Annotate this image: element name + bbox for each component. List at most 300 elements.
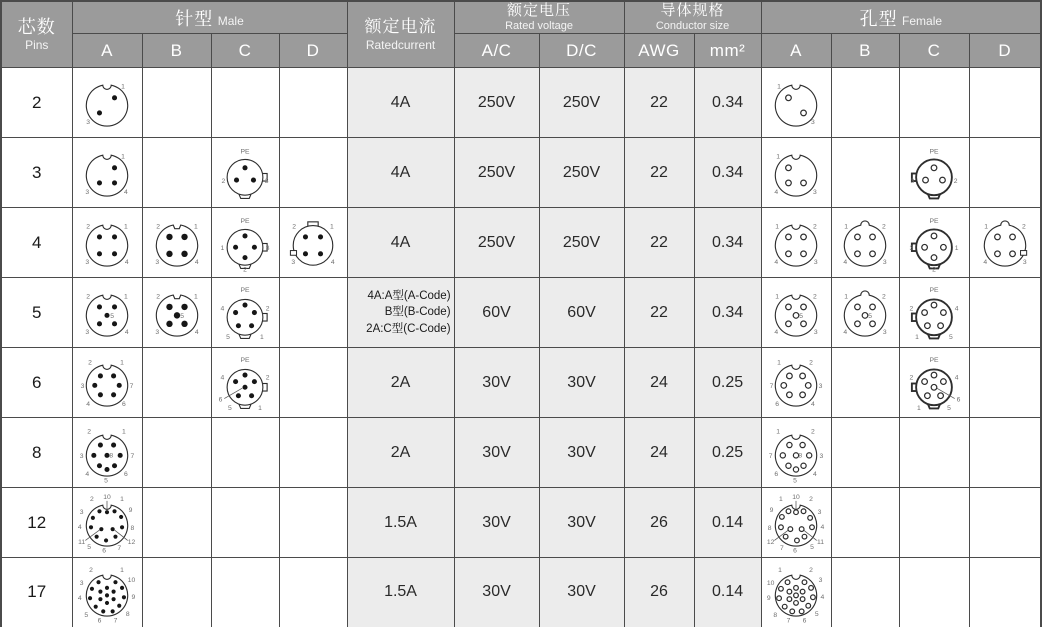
conductor-size-header: [624, 1, 761, 34]
male-col-d-header: D: [279, 34, 347, 68]
svg-text:3: 3: [85, 189, 90, 197]
svg-text:3: 3: [85, 259, 90, 267]
svg-text:3: 3: [264, 178, 269, 186]
connector-diagram-m5c: [213, 282, 277, 345]
svg-text:5: 5: [110, 313, 115, 321]
svg-text:9: 9: [769, 507, 774, 515]
female-a-cell: [761, 138, 831, 208]
svg-text:2: 2: [89, 566, 93, 574]
svg-text:4: 4: [774, 189, 779, 197]
svg-text:3: 3: [811, 119, 815, 127]
svg-text:1: 1: [120, 496, 124, 504]
svg-text:2: 2: [265, 374, 270, 382]
female-a-cell: [761, 68, 831, 138]
rated-current-cell: 4A: [347, 138, 454, 208]
svg-text:1: 1: [915, 334, 919, 342]
svg-text:1: 1: [776, 428, 781, 436]
svg-text:7: 7: [768, 453, 773, 461]
female-col-a-header: A: [761, 34, 831, 68]
svg-text:3: 3: [154, 329, 159, 337]
voltage-ac-header: A/C: [454, 34, 539, 68]
rated-current-cell: 4A: [347, 208, 454, 278]
svg-text:2: 2: [155, 293, 160, 301]
voltage-dc-cell: 30V: [539, 418, 624, 488]
svg-text:PE: PE: [240, 148, 250, 156]
voltage-ac-cell: 250V: [454, 208, 539, 278]
connector-diagram-m2a: [75, 72, 139, 135]
female-d-cell: [969, 138, 1041, 208]
svg-text:2: 2: [87, 428, 92, 436]
rated-current-cell: 2A: [347, 348, 454, 418]
svg-text:6: 6: [956, 396, 961, 404]
svg-text:3: 3: [86, 119, 91, 127]
female-d-cell: [969, 348, 1041, 418]
male-a-cell: [72, 68, 142, 138]
male-c-cell: [211, 348, 279, 418]
awg-cell: 26: [624, 558, 694, 627]
svg-text:1: 1: [329, 223, 334, 231]
voltage-dc-cell: 30V: [539, 488, 624, 558]
connector-diagram-m4b: [145, 212, 209, 275]
mm2-cell: 0.34: [694, 278, 761, 348]
svg-text:2: 2: [881, 223, 886, 231]
svg-text:1: 1: [777, 359, 781, 367]
male-c-cell: [211, 68, 279, 138]
connector-diagram-m12a: [75, 492, 139, 555]
svg-text:1: 1: [120, 566, 124, 574]
voltage-dc-cell: 30V: [539, 348, 624, 418]
svg-text:4: 4: [774, 259, 779, 267]
svg-text:1: 1: [775, 223, 780, 231]
voltage-header-zh: 额定电压: [507, 2, 572, 19]
svg-text:4: 4: [77, 595, 82, 603]
svg-text:PE: PE: [240, 357, 250, 365]
table-row: [1, 138, 1041, 208]
male-c-cell: [211, 488, 279, 558]
svg-text:12: 12: [127, 539, 136, 547]
svg-text:9: 9: [131, 594, 136, 602]
svg-text:1: 1: [121, 83, 125, 91]
svg-text:1: 1: [779, 496, 783, 504]
svg-text:1: 1: [917, 405, 921, 413]
svg-text:8: 8: [773, 611, 778, 619]
male-a-cell: [72, 278, 142, 348]
female-c-cell: [899, 278, 969, 348]
svg-text:6: 6: [122, 401, 126, 409]
svg-text:4: 4: [811, 401, 815, 409]
svg-text:7: 7: [113, 617, 118, 625]
female-b-cell: [831, 418, 899, 488]
connector-diagram-m8a: [75, 422, 139, 485]
svg-text:4: 4: [983, 259, 987, 267]
connector-diagram-m6a: [75, 352, 139, 415]
awg-header: AWG: [624, 34, 694, 68]
pins-count-cell: 8: [1, 418, 72, 488]
svg-text:5: 5: [868, 313, 873, 321]
svg-text:PE: PE: [240, 217, 250, 225]
male-a-cell: [72, 488, 142, 558]
svg-text:3: 3: [79, 579, 84, 587]
svg-text:7: 7: [780, 545, 784, 553]
awg-cell: 22: [624, 68, 694, 138]
voltage-ac-cell: 30V: [454, 348, 539, 418]
female-col-c-header: C: [899, 34, 969, 68]
rated-current-cell: 4A: [347, 68, 454, 138]
male-d-cell: [279, 68, 347, 138]
svg-text:4: 4: [194, 259, 199, 267]
connector-diagram-f4b: [833, 212, 897, 275]
female-d-cell: [969, 208, 1041, 278]
pins-column-header: [1, 1, 72, 68]
female-c-cell: [899, 488, 969, 558]
voltage-ac-cell: 250V: [454, 68, 539, 138]
svg-text:8: 8: [125, 611, 130, 619]
svg-text:2: 2: [881, 293, 886, 301]
voltage-header-en: Rated voltage: [505, 20, 573, 32]
svg-text:1: 1: [777, 83, 781, 91]
table-row: [1, 558, 1041, 627]
male-col-c-header: C: [211, 34, 279, 68]
table-row: [1, 488, 1041, 558]
pins-count-cell: 2: [1, 68, 72, 138]
female-d-cell: [969, 68, 1041, 138]
male-d-cell: [279, 278, 347, 348]
svg-text:1: 1: [776, 153, 781, 161]
mm2-cell: 0.34: [694, 208, 761, 278]
female-a-cell: [761, 488, 831, 558]
rated-current-cell: [347, 278, 454, 348]
male-header-zh: 针型: [175, 8, 214, 29]
voltage-dc-cell: 250V: [539, 208, 624, 278]
male-a-cell: [72, 418, 142, 488]
svg-text:5: 5: [84, 611, 89, 619]
svg-text:PE: PE: [929, 357, 939, 365]
svg-text:1: 1: [220, 245, 225, 253]
voltage-ac-cell: 30V: [454, 418, 539, 488]
svg-text:4: 4: [220, 374, 225, 382]
svg-text:10: 10: [127, 577, 136, 585]
svg-text:7: 7: [786, 617, 791, 625]
mm2-header: mm²: [694, 34, 761, 68]
svg-text:PE: PE: [240, 287, 250, 295]
awg-cell: 24: [624, 418, 694, 488]
svg-text:8: 8: [767, 525, 772, 533]
connector-diagram-m3c: [213, 142, 277, 205]
pins-count-cell: 4: [1, 208, 72, 278]
svg-text:5: 5: [104, 477, 108, 485]
connector-diagram-f5c: [902, 282, 966, 345]
connector-diagram-m17a: [75, 562, 139, 625]
svg-text:4: 4: [85, 471, 90, 479]
svg-text:9: 9: [128, 507, 133, 515]
rated-current-cell: 1.5A: [347, 558, 454, 627]
svg-text:3: 3: [79, 509, 84, 517]
svg-text:1: 1: [260, 334, 264, 342]
mm2-cell: 0.25: [694, 348, 761, 418]
svg-text:4: 4: [123, 189, 128, 197]
female-b-cell: [831, 488, 899, 558]
svg-text:7: 7: [117, 545, 122, 553]
female-b-cell: [831, 208, 899, 278]
svg-text:8: 8: [130, 525, 135, 533]
svg-text:1: 1: [120, 359, 124, 367]
svg-text:10: 10: [792, 494, 800, 502]
female-a-cell: [761, 208, 831, 278]
pins-header-en: Pins: [25, 38, 49, 53]
svg-text:2: 2: [86, 293, 91, 301]
awg-cell: 22: [624, 138, 694, 208]
svg-text:3: 3: [882, 259, 887, 267]
voltage-dc-cell: 250V: [539, 138, 624, 208]
svg-text:1: 1: [193, 293, 198, 301]
pins-count-cell: 12: [1, 488, 72, 558]
svg-text:4: 4: [86, 401, 91, 409]
male-col-b-header: B: [142, 34, 211, 68]
svg-text:1: 1: [121, 153, 125, 161]
svg-text:2: 2: [811, 428, 815, 436]
svg-text:1: 1: [122, 428, 126, 436]
rated-voltage-header: [454, 1, 624, 34]
svg-text:10: 10: [103, 494, 111, 502]
svg-text:2: 2: [155, 223, 160, 231]
female-c-cell: [899, 558, 969, 627]
connector-diagram-f6a: [764, 352, 828, 415]
svg-text:4: 4: [774, 329, 779, 337]
pins-count-cell: 5: [1, 278, 72, 348]
female-d-cell: [969, 278, 1041, 348]
female-c-cell: [899, 68, 969, 138]
connector-diagram-f4c: [902, 212, 966, 275]
svg-text:5: 5: [814, 611, 819, 619]
male-a-cell: [72, 208, 142, 278]
female-b-cell: [831, 278, 899, 348]
pins-header-zh: 芯数: [17, 16, 56, 37]
svg-text:3: 3: [818, 577, 823, 585]
table-row: [1, 418, 1041, 488]
svg-text:4: 4: [954, 305, 959, 313]
female-b-cell: [831, 558, 899, 627]
connector-diagram-f12a: [764, 492, 828, 555]
connector-diagram-f2a: [764, 72, 828, 135]
table-row: [1, 278, 1041, 348]
male-col-a-header: A: [72, 34, 142, 68]
male-c-cell: [211, 138, 279, 208]
svg-text:6: 6: [802, 617, 807, 625]
svg-text:4: 4: [820, 524, 825, 532]
svg-text:3: 3: [817, 509, 822, 517]
female-b-cell: [831, 68, 899, 138]
svg-text:2: 2: [812, 293, 817, 301]
connector-diagram-f6c: [902, 352, 966, 415]
female-a-cell: [761, 418, 831, 488]
male-b-cell: [142, 488, 211, 558]
male-b-cell: [142, 68, 211, 138]
female-header-en: Female: [902, 13, 943, 28]
svg-text:9: 9: [766, 595, 771, 603]
female-c-cell: [899, 138, 969, 208]
svg-text:1: 1: [123, 293, 128, 301]
male-d-cell: [279, 488, 347, 558]
awg-cell: 22: [624, 278, 694, 348]
connector-diagram-f3a: [764, 142, 828, 205]
male-group-header: [72, 1, 347, 34]
voltage-ac-cell: 250V: [454, 138, 539, 208]
svg-text:4: 4: [330, 259, 335, 267]
connector-diagram-f3c: [902, 142, 966, 205]
male-c-cell: [211, 278, 279, 348]
svg-text:2: 2: [221, 178, 226, 186]
svg-text:2: 2: [292, 223, 297, 231]
svg-text:6: 6: [775, 401, 780, 409]
svg-text:2: 2: [90, 496, 94, 504]
svg-text:1: 1: [193, 223, 198, 231]
voltage-dc-cell: 60V: [539, 278, 624, 348]
connector-diagram-m5a: [75, 282, 139, 345]
svg-text:3: 3: [909, 245, 914, 253]
svg-text:PE: PE: [929, 148, 939, 156]
rated-current-cell: 1.5A: [347, 488, 454, 558]
svg-text:4: 4: [820, 594, 825, 602]
male-b-cell: [142, 418, 211, 488]
svg-text:6: 6: [102, 547, 107, 555]
svg-text:1: 1: [778, 566, 782, 574]
pins-count-cell: 3: [1, 138, 72, 208]
svg-text:3: 3: [813, 259, 818, 267]
svg-text:1: 1: [954, 245, 959, 253]
voltage-ac-cell: 30V: [454, 488, 539, 558]
awg-cell: 22: [624, 208, 694, 278]
svg-text:5: 5: [799, 313, 804, 321]
svg-text:6: 6: [218, 396, 223, 404]
svg-text:3: 3: [813, 329, 818, 337]
svg-text:4: 4: [124, 259, 129, 267]
female-a-cell: [761, 278, 831, 348]
voltage-ac-cell: 30V: [454, 558, 539, 627]
svg-text:3: 3: [85, 329, 90, 337]
male-c-cell: [211, 208, 279, 278]
svg-text:3: 3: [910, 178, 915, 186]
awg-cell: 24: [624, 348, 694, 418]
voltage-dc-header: D/C: [539, 34, 624, 68]
female-group-header: [761, 1, 1041, 34]
svg-text:5: 5: [179, 313, 184, 321]
svg-text:4: 4: [77, 524, 82, 532]
rated-current-cell: 2A: [347, 418, 454, 488]
connector-diagram-f17a: [764, 562, 828, 625]
male-d-cell: [279, 208, 347, 278]
svg-text:1: 1: [844, 223, 849, 231]
male-b-cell: [142, 138, 211, 208]
svg-text:5: 5: [810, 544, 814, 552]
female-d-cell: [969, 558, 1041, 627]
pins-count-cell: 6: [1, 348, 72, 418]
svg-text:2: 2: [909, 374, 914, 382]
svg-text:1: 1: [123, 223, 128, 231]
male-d-cell: [279, 138, 347, 208]
male-d-cell: [279, 348, 347, 418]
pins-count-cell: 17: [1, 558, 72, 627]
svg-text:5: 5: [793, 477, 797, 485]
connector-diagram-m5b: [145, 282, 209, 345]
female-b-cell: [831, 348, 899, 418]
female-col-d-header: D: [969, 34, 1041, 68]
connector-diagram-f5b: [833, 282, 897, 345]
table-row: [1, 68, 1041, 138]
svg-text:PE: PE: [929, 287, 939, 295]
male-a-cell: [72, 558, 142, 627]
female-header-zh: 孔型: [859, 8, 898, 29]
svg-text:2: 2: [809, 359, 813, 367]
rated-current-multiline: 4A:A型(A-Code) B型(B-Code) 2A:C型(C-Code): [366, 289, 451, 336]
svg-text:4: 4: [843, 329, 848, 337]
awg-cell: 26: [624, 488, 694, 558]
svg-text:5: 5: [87, 544, 92, 552]
mm2-cell: 0.14: [694, 558, 761, 627]
current-header-zh: 额定电流: [364, 17, 437, 37]
female-col-b-header: B: [831, 34, 899, 68]
voltage-dc-cell: 30V: [539, 558, 624, 627]
connector-diagram-m3a: [75, 142, 139, 205]
svg-text:3: 3: [79, 453, 84, 461]
svg-text:3: 3: [819, 453, 824, 461]
mm2-cell: 0.25: [694, 418, 761, 488]
svg-text:2: 2: [953, 178, 958, 186]
female-a-cell: [761, 348, 831, 418]
svg-text:3: 3: [818, 383, 823, 391]
svg-text:5: 5: [226, 334, 230, 342]
svg-text:8: 8: [109, 452, 114, 460]
svg-text:11: 11: [817, 539, 825, 547]
svg-text:7: 7: [130, 453, 135, 461]
svg-text:7: 7: [769, 383, 774, 391]
svg-text:3: 3: [812, 189, 817, 197]
svg-text:2: 2: [932, 266, 936, 274]
svg-text:4: 4: [124, 329, 129, 337]
mm2-cell: 0.34: [694, 138, 761, 208]
connector-diagram-m4c: [213, 212, 277, 275]
table-row: [1, 348, 1041, 418]
female-b-cell: [831, 138, 899, 208]
svg-text:1: 1: [775, 293, 780, 301]
svg-text:7: 7: [129, 383, 134, 391]
svg-text:1: 1: [984, 223, 988, 231]
svg-text:3: 3: [80, 383, 85, 391]
svg-text:3: 3: [882, 329, 887, 337]
svg-text:4: 4: [194, 329, 199, 337]
female-d-cell: [969, 488, 1041, 558]
male-d-cell: [279, 418, 347, 488]
svg-text:6: 6: [793, 547, 797, 555]
male-header-en: Male: [217, 13, 244, 28]
connector-diagram-m4d: [281, 212, 345, 275]
svg-text:12: 12: [766, 539, 775, 547]
voltage-ac-cell: 60V: [454, 278, 539, 348]
svg-text:4: 4: [220, 305, 225, 313]
svg-text:2: 2: [809, 496, 813, 504]
male-d-cell: [279, 558, 347, 627]
svg-text:2: 2: [1021, 223, 1026, 231]
svg-text:6: 6: [123, 471, 128, 479]
female-c-cell: [899, 348, 969, 418]
male-b-cell: [142, 348, 211, 418]
mm2-cell: 0.34: [694, 68, 761, 138]
svg-text:2: 2: [809, 566, 813, 574]
svg-text:2: 2: [812, 223, 817, 231]
connector-diagram-f4d: [973, 212, 1037, 275]
svg-text:10: 10: [766, 579, 775, 587]
male-b-cell: [142, 558, 211, 627]
svg-text:2: 2: [88, 359, 92, 367]
